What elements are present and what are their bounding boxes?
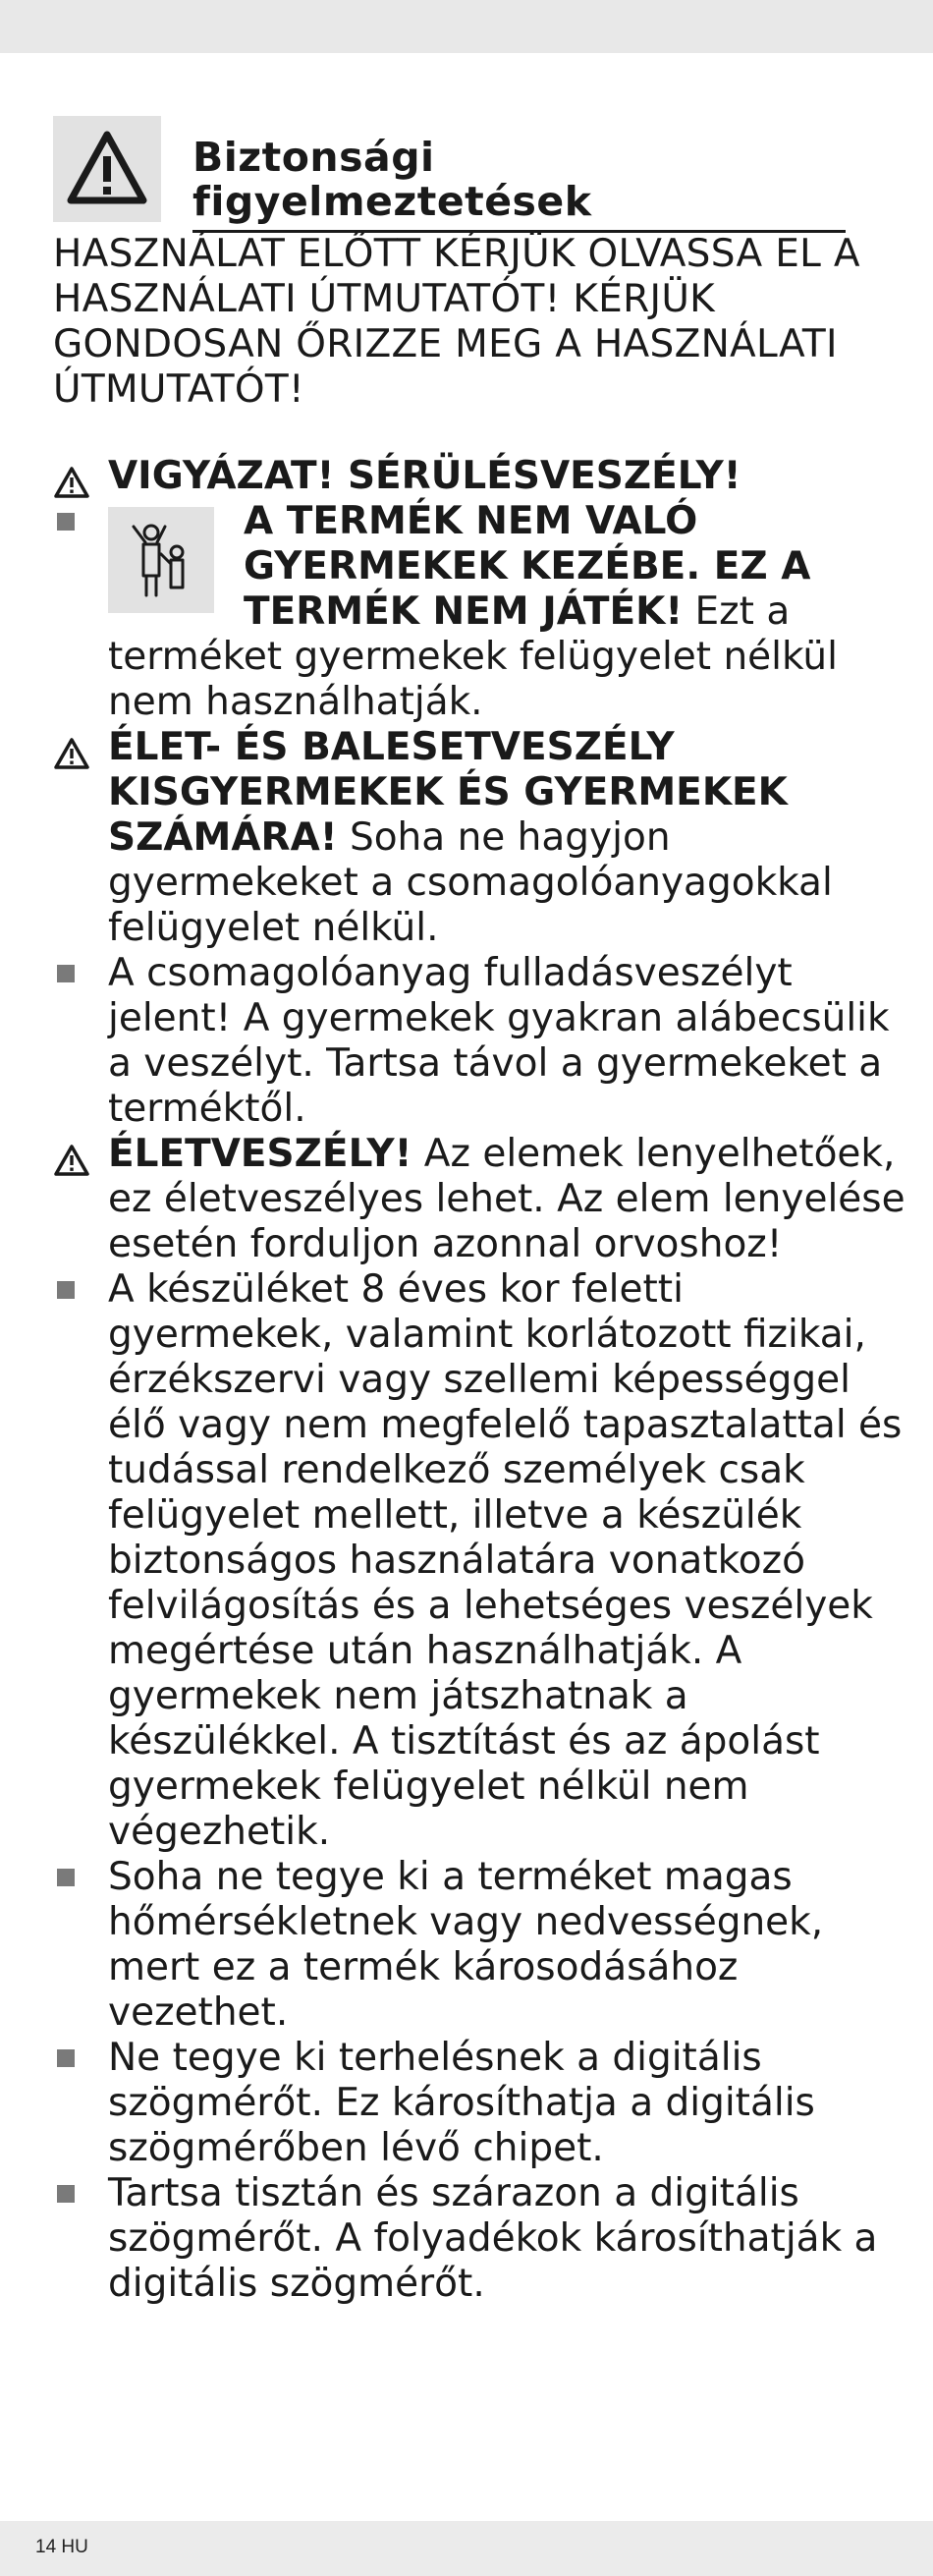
not-toy-bold: A TERMÉK NEM VALÓ GYERMEKEK KEZÉBE. EZ A TERMÉK NEM JÁTÉK! — [244, 499, 811, 634]
page-footer — [0, 2521, 933, 2576]
warning-injury — [53, 454, 907, 499]
square-bullet — [57, 2049, 75, 2067]
child-icon-box — [108, 507, 214, 613]
life-accident-bold: ÉLET- ÉS BALESETVESZÉLY KISGYERMEKEK ÉS GYERMEKEK SZÁMÁRA! — [108, 725, 788, 860]
bullet-text: Ne tegye ki terhelésnek a digitális szögmérőt. Ez károsíthatja a digitális szögmérőben lévő chipet. — [108, 2036, 815, 2170]
square-bullet — [57, 965, 75, 982]
square-bullet — [57, 513, 75, 531]
life-accident-text: Soha ne hagyjon gyermekeket a csomagolóanyagokkal felügyelet nélkül. — [108, 815, 833, 950]
warning-not-toy — [53, 499, 907, 725]
warning-heading: VIGYÁZAT! SÉRÜLÉSVESZÉLY! — [108, 454, 741, 498]
square-bullet — [57, 1869, 75, 1886]
warning-triangle-icon — [53, 737, 90, 770]
intro-text: HASZNÁLAT ELŐTT KÉRJÜK OLVASSA EL A HASZNÁLATI ÚTMUTATÓT! KÉRJÜK GONDOSAN ŐRIZZE MEG A HASZNÁLATI ÚTMUTATÓT! — [53, 232, 860, 412]
warning-triangle-icon — [53, 1144, 90, 1177]
bullet-load — [53, 2036, 907, 2171]
top-bar — [0, 0, 933, 53]
child-pictogram-icon — [122, 519, 200, 601]
bullet-clean-dry — [53, 2171, 907, 2307]
bullet-supervision — [53, 1267, 907, 1855]
warning-triangle-icon — [53, 466, 90, 499]
warning-life-accident — [53, 725, 907, 951]
warning-icon-box — [53, 116, 161, 222]
bullet-text: Soha ne tegye ki a terméket magas hőmérsékletnek vagy nedvességnek, mert ez a termék károsodásához vezethet. — [108, 1855, 824, 2035]
square-bullet — [57, 2185, 75, 2203]
danger-to-life-text: Az elemek lenyelhetőek, ez életveszélyes lehet. Az elem lenyelése esetén forduljon azonnal orvoshoz! — [108, 1132, 906, 1266]
bullet-packaging — [53, 951, 907, 1132]
page-number: 14 HU — [35, 2537, 88, 2557]
warning-danger-to-life — [53, 1132, 907, 1267]
warning-triangle-icon — [67, 130, 147, 206]
danger-to-life-bold: ÉLETVESZÉLY! — [108, 1132, 412, 1176]
bullet-temperature — [53, 1855, 907, 2036]
bullet-text: Tartsa tisztán és szárazon a digitális szögmérőt. A folyadékok károsíthatják a digitális szögmérőt. — [108, 2171, 878, 2306]
square-bullet — [57, 1281, 75, 1299]
bullet-text: A készüléket 8 éves kor feletti gyermekek, valamint korlátozott fizikai, érzékszervi vagy szellemi képességgel élő vagy nem megfelelő tapasztalattal és tudással rendelkező személyek csak felügyelet mellett, illetve a készülék biztonságos használatára vonatkozó felvilágosítás és a lehetséges veszélyek megértése után használhatják. A gyermekek nem játszhatnak a készülékkel. A tisztítást és az ápolást gyermekek felügyelet nélkül nem végezhetik. — [108, 1267, 903, 1854]
warnings-list — [53, 454, 907, 2307]
bullet-text: A csomagolóanyag fulladásveszélyt jelent! A gyermekek gyakran alábecsülik a veszélyt. Tartsa távol a gyermekeket a terméktől. — [108, 951, 890, 1131]
not-toy-text: Ezt a terméket gyermekek felügyelet nélkül nem használhatják. — [108, 589, 838, 724]
page-title: Biztonsági figyelmeztetések — [192, 136, 846, 233]
